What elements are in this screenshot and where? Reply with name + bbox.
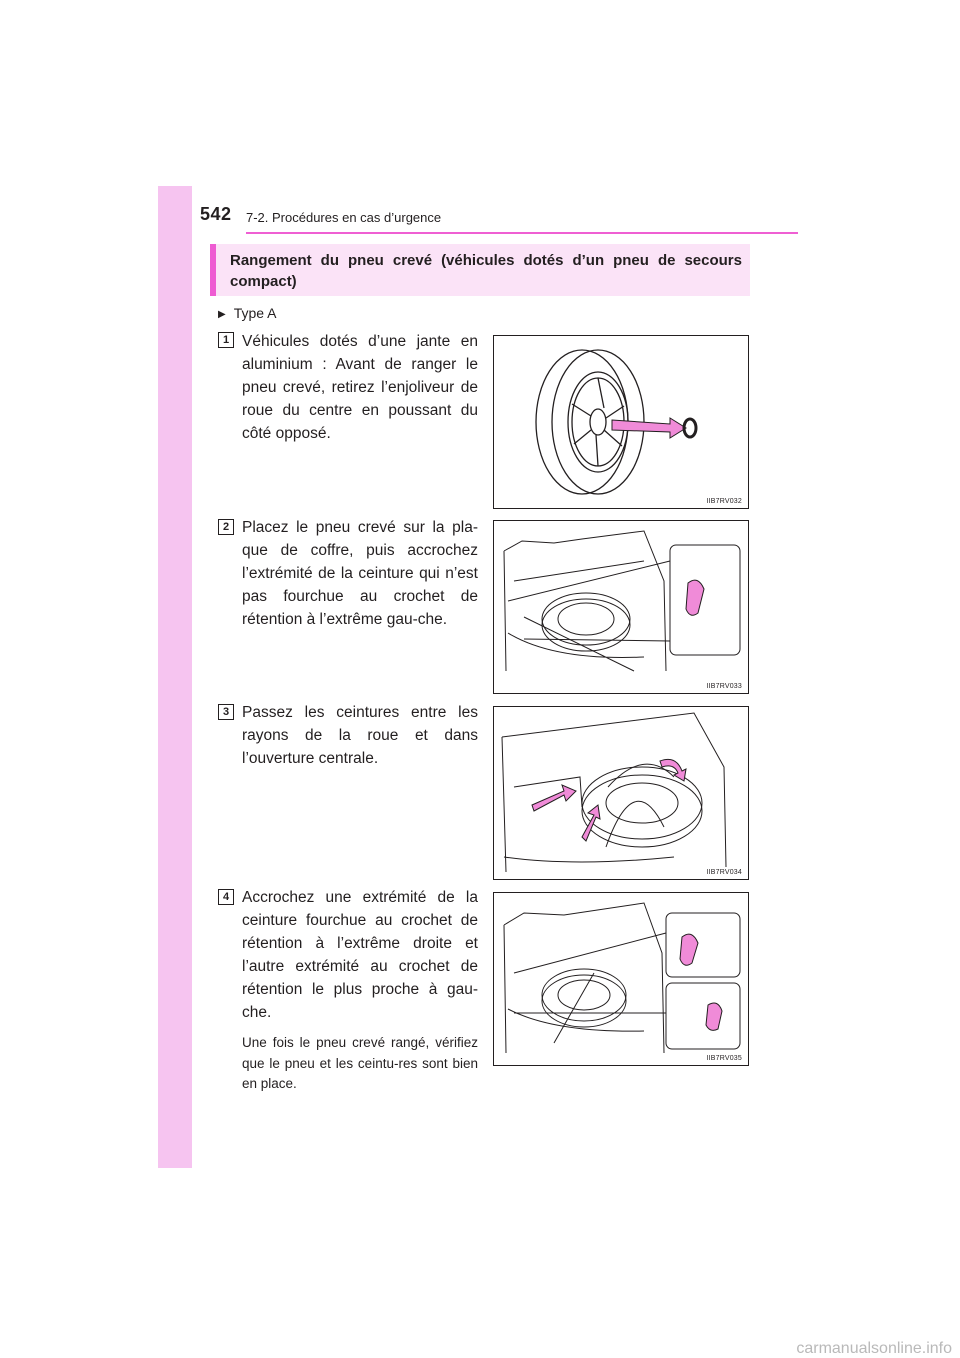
figure-hook-forked-belt: [493, 892, 749, 1066]
trunk-illustration-4: [494, 893, 748, 1065]
figure-code: IIB7RV033: [706, 683, 742, 690]
section-title: Rangement du pneu crevé (véhicules dotés d’un pneu de secours compact): [230, 252, 742, 290]
chapter-title: 7-2. Procédures en cas d’urgence: [246, 210, 442, 225]
figure-pass-belts-through-spokes: [493, 706, 749, 880]
step-number-3: 3: [218, 704, 234, 720]
figure-code: IIB7RV032: [706, 498, 742, 505]
trunk-illustration-3: [494, 707, 748, 879]
figure-code: IIB7RV034: [706, 869, 742, 876]
step-number-4: 4: [218, 889, 234, 905]
watermark: carmanualsonline.info: [796, 1340, 952, 1357]
triangle-bullet-icon: ▶: [218, 309, 226, 320]
figure-place-tire-in-trunk: [493, 520, 749, 694]
note-text: Une fois le pneu crevé rangé, vérifiez que le pneu et les ceintu-res sont bien en place.: [242, 1035, 478, 1091]
figure-code: IIB7RV035: [706, 1055, 742, 1062]
step-text-4: Accrochez une extrémité de la ceinture fourchue au crochet de rétention à l’extrême droite et l’autre extrémité au crochet de rétention le plus proche à gau-che.: [242, 889, 478, 1021]
step-text-1: Véhicules dotés d’une jante en aluminium : Avant de ranger le pneu crevé, retirez l’enjoliveur de roue du centre en poussant du côté opposé.: [242, 333, 478, 442]
section-heading-box: [210, 244, 750, 296]
wheel-illustration: [494, 336, 748, 508]
page-number: 542: [200, 204, 232, 224]
figure-wheel-cap-removal: [493, 335, 749, 509]
trunk-illustration-2: [494, 521, 748, 693]
step-number-1: 1: [218, 332, 234, 348]
chapter-side-band: [158, 186, 192, 1168]
type-label: Type A: [233, 305, 277, 321]
type-label-line: [218, 305, 277, 321]
header-rule: [246, 232, 798, 234]
step-text-3: Passez les ceintures entre les rayons de la roue et dans l’ouverture centrale.: [242, 704, 478, 767]
step-number-2: 2: [218, 519, 234, 535]
step-text-2: Placez le pneu crevé sur la pla-que de coffre, puis accrochez l’extrémité de la ceinture qui n’est pas fourchue au crochet de rétention à l’extrême gau-che.: [242, 519, 478, 628]
